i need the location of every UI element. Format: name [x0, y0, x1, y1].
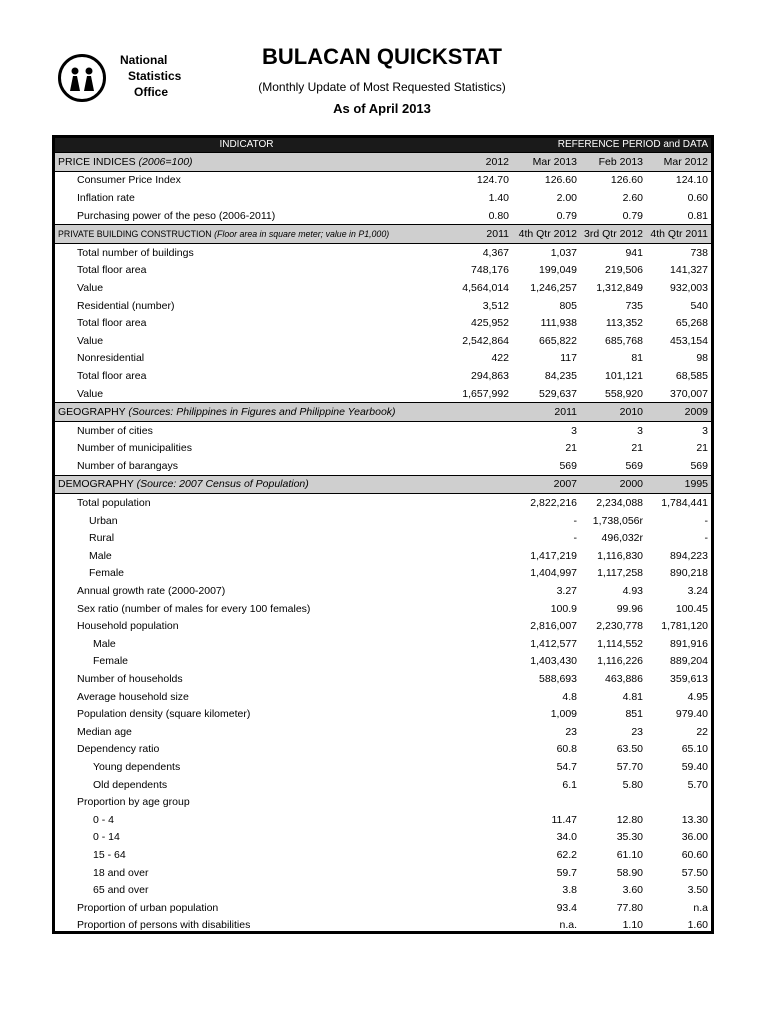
table-row — [55, 421, 711, 439]
data-value: 1,116,226 — [597, 655, 643, 668]
data-value: 59.7 — [556, 866, 577, 879]
reference-column-header: REFERENCE PERIOD and DATA — [438, 138, 711, 153]
section-header-row — [55, 153, 711, 172]
data-value — [580, 793, 646, 811]
table-row — [55, 829, 711, 847]
indicator-label: Female — [89, 567, 125, 580]
table-row — [55, 547, 711, 565]
data-value: 65,268 — [675, 317, 708, 330]
data-value: 1.40 — [488, 191, 509, 204]
indicator-label: Total floor area — [77, 369, 147, 382]
data-value: 100.45 — [675, 602, 708, 615]
table-row — [55, 262, 711, 280]
data-value: n.a. — [559, 919, 577, 932]
data-value: 738 — [690, 246, 708, 259]
table-row — [55, 207, 711, 225]
indicator-label: Male — [93, 637, 116, 650]
data-value: 99.96 — [616, 602, 643, 615]
data-value: 84,235 — [544, 369, 577, 382]
section-note: (Floor area in square meter; value in P1,000) — [214, 229, 390, 240]
data-value: 685,768 — [605, 334, 643, 347]
data-value: 1,037 — [550, 246, 577, 259]
data-value: 2,234,088 — [596, 497, 643, 510]
data-value: 3.8 — [562, 884, 577, 897]
table-row — [55, 793, 711, 811]
data-value: 141,327 — [670, 264, 708, 277]
data-value: 1,417,219 — [530, 549, 577, 562]
table-row — [55, 457, 711, 475]
data-value: 2,822,216 — [530, 497, 577, 510]
data-value: 23 — [631, 725, 643, 738]
data-value: 61.10 — [616, 848, 643, 861]
table-row — [55, 297, 711, 315]
table-row — [55, 776, 711, 794]
table-row — [55, 705, 711, 723]
table-row — [55, 367, 711, 385]
data-value: 2.00 — [556, 191, 577, 204]
section-name: GEOGRAPHY — [58, 406, 126, 419]
data-value: 0.60 — [687, 191, 708, 204]
section-period: 2012 — [438, 153, 512, 172]
data-value: 3.60 — [622, 884, 643, 897]
section-period: 2011 — [438, 225, 512, 244]
indicator-label: Total number of buildings — [77, 246, 194, 259]
indicator-label: Female — [93, 655, 129, 668]
section-title — [55, 153, 438, 172]
section-title — [55, 403, 438, 422]
data-value: 113,352 — [605, 317, 643, 330]
indicator-label: Total floor area — [77, 264, 147, 277]
table-row — [55, 582, 711, 600]
table-row — [55, 670, 711, 688]
data-value: 4,564,014 — [462, 281, 509, 294]
indicator-column-header: INDICATOR — [55, 138, 438, 153]
data-value: 4.93 — [622, 585, 643, 598]
indicator-label: Young dependents — [93, 760, 181, 773]
data-value: 1,114,552 — [597, 637, 643, 650]
data-value: 4.81 — [622, 690, 643, 703]
data-value: 1,738,056r — [592, 514, 643, 527]
data-value: 2,230,778 — [596, 620, 643, 633]
data-value: 0.81 — [687, 209, 708, 222]
data-value: 0.79 — [622, 209, 643, 222]
table-row — [55, 332, 711, 350]
section-name: DEMOGRAPHY — [58, 478, 134, 491]
table-row — [55, 529, 711, 547]
indicator-label: Proportion by age group — [77, 796, 190, 809]
indicator-label: Sex ratio (number of males for every 100 females) — [77, 602, 311, 615]
data-value: 2.60 — [622, 191, 643, 204]
table-row — [55, 811, 711, 829]
table-row — [55, 512, 711, 530]
data-value: 3 — [571, 424, 577, 437]
indicator-label: Value — [77, 334, 104, 347]
data-value: 2,816,007 — [530, 620, 577, 633]
page-title: BULACAN QUICKSTAT — [262, 44, 502, 69]
table-row — [55, 635, 711, 653]
data-value: 21 — [696, 442, 708, 455]
data-value: 1,403,430 — [530, 655, 577, 668]
data-value: 3.27 — [556, 585, 577, 598]
data-value — [512, 793, 580, 811]
table-row — [55, 565, 711, 583]
data-value: 370,007 — [670, 387, 708, 400]
nso-emblem-icon — [58, 54, 106, 102]
indicator-label: Number of barangays — [77, 459, 178, 472]
data-value: 889,204 — [670, 655, 708, 668]
table-row — [55, 385, 711, 403]
table-row — [55, 494, 711, 512]
data-value: 124.10 — [675, 174, 708, 187]
table-row — [55, 314, 711, 332]
data-value: 1,116,830 — [597, 549, 643, 562]
section-name: PRIVATE BUILDING CONSTRUCTION — [58, 229, 212, 240]
data-value: 21 — [565, 442, 577, 455]
data-value: 1.60 — [687, 919, 708, 932]
data-value: 979.40 — [675, 708, 708, 721]
data-value: 126.60 — [544, 174, 577, 187]
data-value: 63.50 — [616, 743, 643, 756]
data-value: 98 — [696, 352, 708, 365]
table-row — [55, 688, 711, 706]
data-value: - — [704, 532, 708, 545]
section-title — [55, 225, 438, 244]
indicator-label: Number of municipalities — [77, 442, 192, 455]
data-value: 894,223 — [670, 549, 708, 562]
data-value: 4,367 — [482, 246, 509, 259]
data-value: 3 — [637, 424, 643, 437]
data-value: 12.80 — [616, 813, 643, 826]
data-value: 3.50 — [687, 884, 708, 897]
data-value: 60.60 — [681, 848, 708, 861]
data-value: 117 — [560, 352, 577, 365]
section-period: 2007 — [512, 475, 580, 494]
data-value: 57.70 — [616, 760, 643, 773]
table-row — [55, 758, 711, 776]
section-note: (2006=100) — [138, 155, 193, 168]
data-value: 1,312,849 — [596, 281, 643, 294]
indicator-label: Value — [77, 387, 104, 400]
data-value: 735 — [625, 299, 643, 312]
data-value: 569 — [690, 459, 708, 472]
indicator-label: Residential (number) — [77, 299, 175, 312]
section-header-row — [55, 225, 711, 244]
indicator-label: Median age — [77, 725, 132, 738]
data-value: 11.47 — [551, 813, 577, 826]
data-value: 100.9 — [550, 602, 577, 615]
data-value: 4.8 — [562, 690, 577, 703]
data-value: 3.24 — [687, 585, 708, 598]
data-value: - — [704, 514, 708, 527]
section-period: 2000 — [580, 475, 646, 494]
data-value: 5.80 — [622, 778, 643, 791]
data-value: 5.70 — [687, 778, 708, 791]
data-value: 540 — [690, 299, 708, 312]
indicator-label: Proportion of persons with disabilities — [77, 919, 251, 932]
data-value: 359,613 — [670, 673, 708, 686]
indicator-label: Purchasing power of the peso (2006-2011) — [77, 209, 276, 222]
data-value: 805 — [559, 299, 577, 312]
indicator-label: Rural — [89, 532, 115, 545]
indicator-label: Average household size — [77, 690, 189, 703]
data-value: 36.00 — [681, 831, 708, 844]
indicator-label: Household population — [77, 620, 179, 633]
table-row — [55, 350, 711, 368]
table-row — [55, 723, 711, 741]
indicator-label: 65 and over — [93, 884, 149, 897]
data-value: 453,154 — [670, 334, 708, 347]
table-row — [55, 440, 711, 458]
data-value: 1,009 — [550, 708, 577, 721]
section-period: Mar 2012 — [646, 153, 711, 172]
indicator-label: Value — [77, 281, 104, 294]
data-value: 219,506 — [605, 264, 643, 277]
data-value: 35.30 — [616, 831, 643, 844]
data-value: 425,952 — [471, 317, 509, 330]
section-period: 1995 — [646, 475, 711, 494]
data-value: 21 — [631, 442, 643, 455]
data-value: 665,822 — [539, 334, 577, 347]
data-value: 126.60 — [610, 174, 643, 187]
section-note: (Source: 2007 Census of Population) — [136, 478, 309, 491]
nso-name: National Statistics Office — [120, 53, 182, 99]
data-value: 1,117,258 — [597, 567, 643, 580]
indicator-label: Consumer Price Index — [77, 174, 181, 187]
data-value: 60.8 — [556, 743, 577, 756]
indicator-label: Inflation rate — [77, 191, 135, 204]
data-value: 496,032r — [601, 532, 643, 545]
indicator-label: Old dependents — [93, 778, 168, 791]
data-value: 0.80 — [488, 209, 509, 222]
table-row — [55, 864, 711, 882]
indicator-label: Urban — [89, 514, 118, 527]
indicator-label: 0 - 14 — [93, 831, 120, 844]
table-row — [55, 846, 711, 864]
data-value: 463,886 — [605, 673, 643, 686]
data-value: 0.79 — [556, 209, 577, 222]
section-period: 3rd Qtr 2012 — [580, 225, 646, 244]
indicator-label: Total population — [77, 497, 151, 510]
data-value: n.a — [693, 901, 708, 914]
section-title — [55, 475, 438, 494]
data-value: 13.30 — [681, 813, 708, 826]
data-value: 34.0 — [556, 831, 577, 844]
data-value: 588,693 — [539, 673, 577, 686]
data-value — [646, 793, 711, 811]
table-row — [55, 600, 711, 618]
data-value: 1,657,992 — [462, 387, 509, 400]
indicator-label: Dependency ratio — [77, 743, 160, 756]
table-row — [55, 617, 711, 635]
indicator-label: 18 and over — [93, 866, 149, 879]
table-row — [55, 917, 711, 935]
indicator-label: Male — [89, 549, 112, 562]
table-row — [55, 899, 711, 917]
section-period: 2010 — [580, 403, 646, 422]
data-value: 59.40 — [681, 760, 708, 773]
data-value: 529,637 — [539, 387, 577, 400]
table-row — [55, 189, 711, 207]
table-row — [55, 243, 711, 261]
as-of-date: As of April 2013 — [333, 101, 431, 116]
data-value: 93.4 — [556, 901, 577, 914]
data-value: 22 — [696, 725, 708, 738]
data-value: 62.2 — [556, 848, 577, 861]
indicator-label: Population density (square kilometer) — [77, 708, 251, 721]
nso-logo — [58, 52, 198, 107]
data-value: 1.10 — [622, 919, 643, 932]
data-value: 422 — [491, 352, 509, 365]
data-value: 57.50 — [681, 866, 708, 879]
section-period: 2009 — [646, 403, 711, 422]
data-value: 58.90 — [616, 866, 643, 879]
data-value: - — [573, 532, 577, 545]
data-value: 54.7 — [556, 760, 577, 773]
data-value: 748,176 — [471, 264, 509, 277]
table-row — [55, 171, 711, 189]
data-value: 1,784,441 — [661, 497, 708, 510]
data-value: 77.80 — [616, 901, 643, 914]
data-value: 890,218 — [670, 567, 708, 580]
section-note: (Sources: Philippines in Figures and Philippine Yearbook) — [128, 406, 396, 419]
data-value: 4.95 — [687, 690, 708, 703]
table-row — [55, 653, 711, 671]
data-value: 81 — [631, 352, 643, 365]
section-period: 4th Qtr 2011 — [646, 225, 711, 244]
data-value: 2,542,864 — [462, 334, 509, 347]
data-value: 1,404,997 — [530, 567, 577, 580]
indicator-label: Total floor area — [77, 317, 147, 330]
section-period: Mar 2013 — [512, 153, 580, 172]
table-row — [55, 881, 711, 899]
data-value: 1,781,120 — [661, 620, 708, 633]
section-name: PRICE INDICES — [58, 155, 136, 168]
indicator-label: 15 - 64 — [93, 848, 126, 861]
section-header-row — [55, 475, 711, 494]
data-value: 932,003 — [670, 281, 708, 294]
data-value: 101,121 — [605, 369, 643, 382]
data-value: 851 — [625, 708, 643, 721]
data-value: 1,412,577 — [530, 637, 577, 650]
quickstat-table — [55, 138, 711, 934]
data-value: 111,938 — [540, 317, 577, 330]
indicator-label: Nonresidential — [77, 352, 145, 365]
section-header-row — [55, 403, 711, 422]
indicator-label: 0 - 4 — [93, 813, 115, 826]
data-value: 294,863 — [471, 369, 509, 382]
data-value: 1,246,257 — [530, 281, 577, 294]
data-value: 124.70 — [476, 174, 509, 187]
indicator-label: Proportion of urban population — [77, 901, 219, 914]
indicator-label: Annual growth rate (2000-2007) — [77, 585, 226, 598]
indicator-label: Number of cities — [77, 424, 153, 437]
data-value: 65.10 — [681, 743, 708, 756]
data-value: 891,916 — [670, 637, 708, 650]
indicator-label: Number of households — [77, 673, 183, 686]
table-row — [55, 741, 711, 759]
page-subtitle: (Monthly Update of Most Requested Statistics) — [258, 80, 506, 94]
section-period: 4th Qtr 2012 — [512, 225, 580, 244]
table-row — [55, 279, 711, 297]
data-value: 558,920 — [605, 387, 643, 400]
section-period: Feb 2013 — [580, 153, 646, 172]
data-value: 199,049 — [539, 264, 577, 277]
data-value: - — [573, 514, 577, 527]
data-value: 68,585 — [675, 369, 708, 382]
section-period: 2011 — [512, 403, 580, 422]
data-value: 941 — [625, 246, 643, 259]
data-value: 3,512 — [482, 299, 509, 312]
data-value: 569 — [559, 459, 577, 472]
data-value: 569 — [625, 459, 643, 472]
data-value: 3 — [702, 424, 708, 437]
data-value: 6.1 — [562, 778, 577, 791]
column-header-row — [55, 138, 711, 153]
data-value: 23 — [565, 725, 577, 738]
